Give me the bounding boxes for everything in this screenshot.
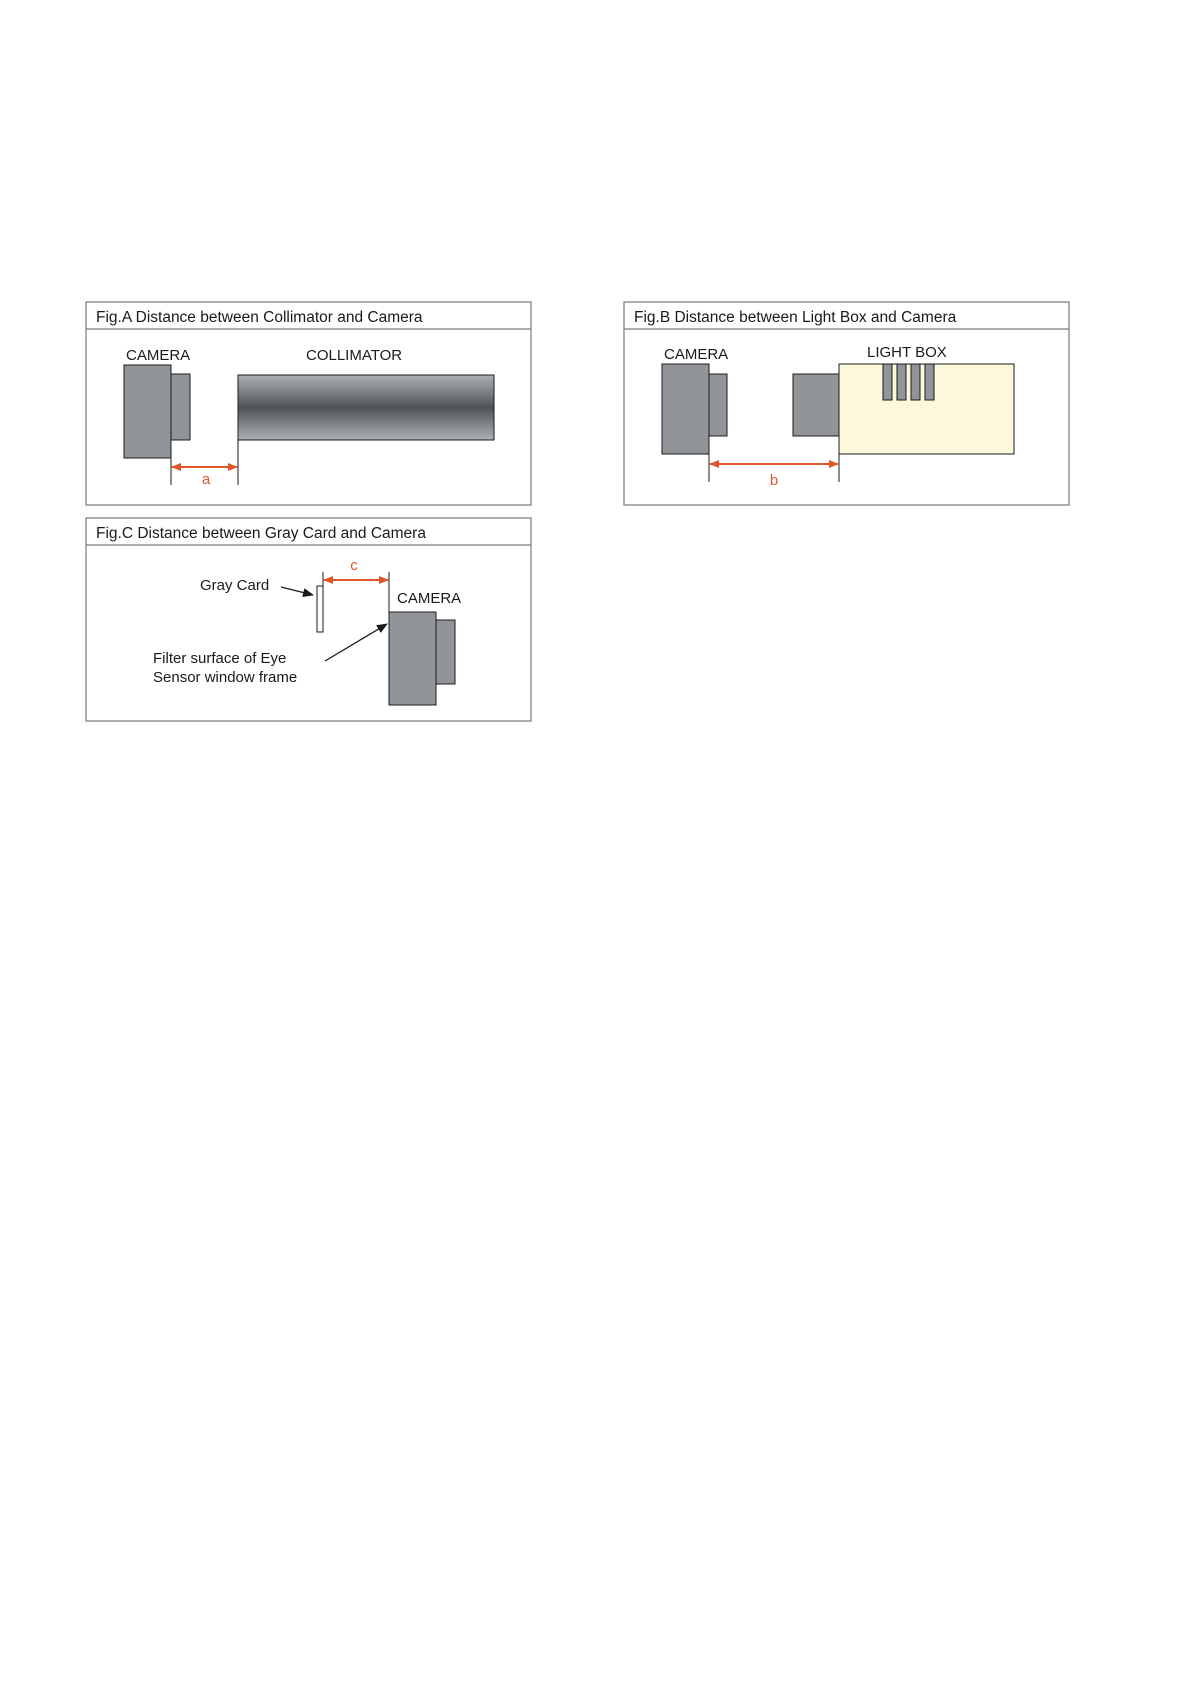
fig-b-camera-body	[662, 364, 709, 454]
fig-b-lightbox-fin	[883, 364, 892, 400]
fig-a-camera-lens	[171, 374, 190, 440]
fig-b-camera-lens	[709, 374, 727, 436]
fig-b-title: Fig.B Distance between Light Box and Camera	[634, 309, 957, 326]
fig-b	[624, 302, 1069, 505]
fig-c-graycard	[317, 586, 323, 632]
fig-c-camera-body	[389, 612, 436, 705]
fig-c-graycard-label: Gray Card	[200, 577, 270, 594]
fig-c-filter-label-line1: Filter surface of Eye	[153, 650, 287, 667]
fig-a-collimator-label: COLLIMATOR	[306, 347, 403, 364]
fig-a	[86, 302, 531, 505]
fig-b-distance-label: b	[769, 472, 779, 489]
fig-a-distance-label: a	[201, 471, 211, 488]
fig-c-camera-label: CAMERA	[397, 590, 462, 607]
fig-c-frame	[86, 518, 531, 721]
fig-b-lightbox-fin	[897, 364, 906, 400]
fig-c-distance-label: c	[350, 557, 358, 574]
fig-a-camera-label: CAMERA	[126, 347, 191, 364]
fig-c	[86, 518, 531, 721]
fig-b-lightbox-label: LIGHT BOX	[867, 344, 947, 361]
fig-a-title: Fig.A Distance between Collimator and Camera	[96, 309, 423, 326]
fig-c-camera-lens	[436, 620, 455, 684]
fig-b-lightbox-fin	[911, 364, 920, 400]
fig-b-lightbox-fin	[925, 364, 934, 400]
fig-c-filter-label-line2: Sensor window frame	[153, 669, 298, 686]
fig-a-camera-body	[124, 365, 171, 458]
fig-b-camera-label: CAMERA	[664, 346, 729, 363]
fig-c-title: Fig.C Distance between Gray Card and Camera	[96, 525, 426, 542]
fig-b-lightbox-port	[793, 374, 839, 436]
fig-a-collimator	[238, 375, 494, 440]
